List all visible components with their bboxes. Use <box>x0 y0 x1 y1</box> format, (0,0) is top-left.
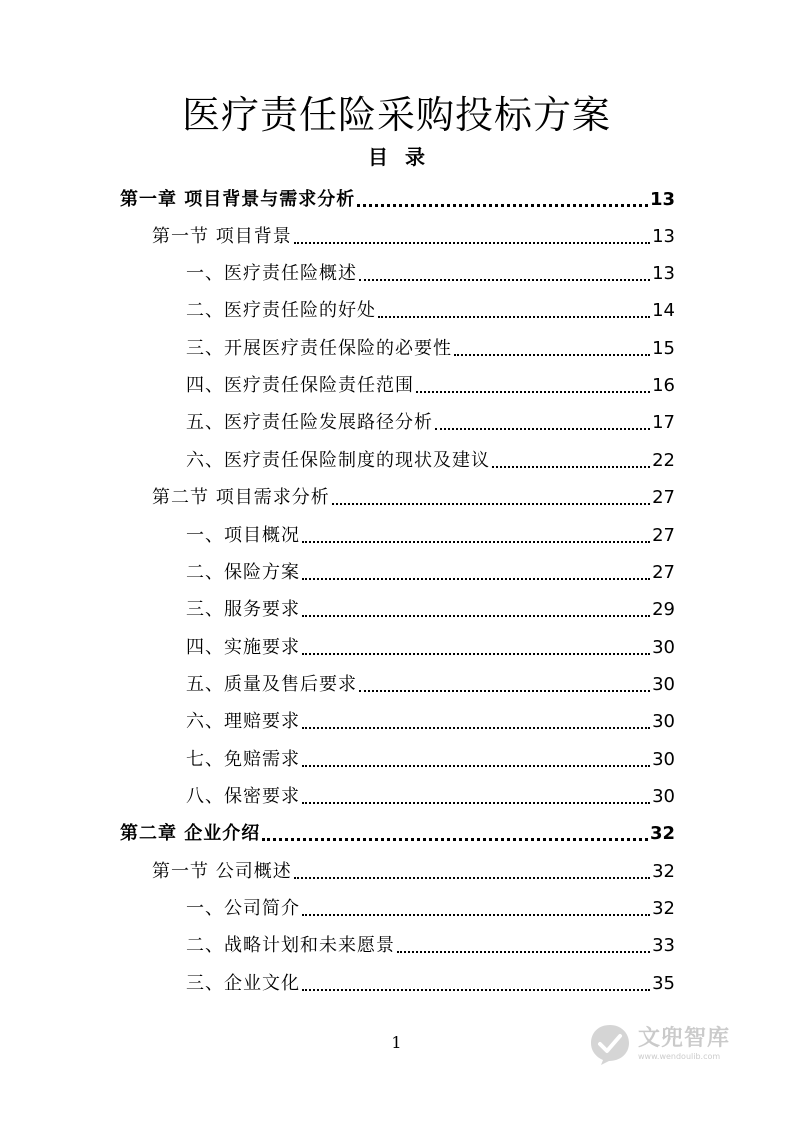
toc-label: 一、公司简介 <box>186 898 300 919</box>
toc-entry[interactable] <box>152 475 675 509</box>
toc-entry[interactable] <box>186 587 675 621</box>
toc-label: 第二章 企业介绍 <box>120 823 261 844</box>
toc-label: 三、服务要求 <box>186 599 300 620</box>
leader-dots <box>302 801 650 804</box>
toc-heading: 目 录 <box>368 145 425 169</box>
toc-page: 32 <box>649 823 675 844</box>
toc-entry[interactable] <box>186 923 675 957</box>
toc-entry[interactable] <box>186 438 675 472</box>
toc-label: 六、医疗责任保险制度的现状及建议 <box>186 450 490 471</box>
toc-page: 32 <box>652 861 675 882</box>
toc-label: 三、企业文化 <box>186 973 300 994</box>
toc-entry[interactable] <box>186 550 675 584</box>
leader-dots <box>359 689 650 692</box>
toc-page: 35 <box>652 973 675 994</box>
watermark-url: www.wendoulib.com <box>638 1052 721 1061</box>
leader-dots <box>302 652 650 655</box>
toc-entry[interactable] <box>186 326 675 360</box>
page-number: 1 <box>391 1033 402 1052</box>
toc-page: 33 <box>652 935 675 956</box>
toc-entry[interactable] <box>152 214 675 248</box>
toc-label: 五、质量及售后要求 <box>186 674 357 695</box>
toc-page: 32 <box>652 898 675 919</box>
toc-entry[interactable] <box>186 363 675 397</box>
leader-dots <box>302 577 650 580</box>
toc-page: 30 <box>652 711 675 732</box>
toc-label: 第一章 项目背景与需求分析 <box>120 189 356 210</box>
leader-dots <box>357 203 648 207</box>
toc-label: 七、免赔需求 <box>186 749 300 770</box>
leader-dots <box>302 726 650 729</box>
toc-label: 六、理赔要求 <box>186 711 300 732</box>
toc-page: 13 <box>652 263 675 284</box>
toc-page: 16 <box>652 375 675 396</box>
toc-label: 四、实施要求 <box>186 637 300 658</box>
toc-page: 27 <box>652 487 675 508</box>
toc-label: 四、医疗责任保险责任范围 <box>186 375 414 396</box>
leader-dots <box>454 353 650 356</box>
leader-dots <box>302 764 650 767</box>
toc-label: 二、保险方案 <box>186 562 300 583</box>
toc-page: 29 <box>652 599 675 620</box>
toc-entry[interactable] <box>186 961 675 995</box>
toc-page: 17 <box>652 412 675 433</box>
toc-page: 30 <box>652 786 675 807</box>
leader-dots <box>294 876 650 879</box>
toc-page: 13 <box>652 226 675 247</box>
toc-entry[interactable] <box>186 737 675 771</box>
toc-page: 22 <box>652 450 675 471</box>
toc-page: 30 <box>652 637 675 658</box>
toc-entry[interactable] <box>186 288 675 322</box>
toc-page: 30 <box>652 749 675 770</box>
toc-entry[interactable] <box>186 625 675 659</box>
toc-label: 八、保密要求 <box>186 786 300 807</box>
toc-page: 13 <box>649 189 675 210</box>
leader-dots <box>302 913 650 916</box>
toc-entry[interactable] <box>186 400 675 434</box>
toc-label: 二、战略计划和未来愿景 <box>186 935 395 956</box>
toc-label: 五、医疗责任险发展路径分析 <box>186 412 433 433</box>
leader-dots <box>416 390 650 393</box>
toc-page: 15 <box>652 338 675 359</box>
leader-dots <box>262 837 648 841</box>
toc-label: 第一节 公司概述 <box>152 861 292 882</box>
leader-dots <box>302 540 650 543</box>
toc-label: 一、项目概况 <box>186 525 300 546</box>
watermark-logo-icon <box>588 1022 632 1066</box>
leader-dots <box>302 988 650 991</box>
toc-page: 14 <box>652 300 675 321</box>
toc-entry[interactable] <box>186 251 675 285</box>
leader-dots <box>397 950 650 953</box>
leader-dots <box>435 427 650 430</box>
toc-page: 27 <box>652 525 675 546</box>
toc-page: 30 <box>652 674 675 695</box>
toc-label: 三、开展医疗责任保险的必要性 <box>186 338 452 359</box>
leader-dots <box>302 614 650 617</box>
toc-label: 一、医疗责任险概述 <box>186 263 357 284</box>
leader-dots <box>359 278 650 281</box>
toc-label: 第一节 项目背景 <box>152 226 292 247</box>
toc-entry[interactable] <box>152 849 675 883</box>
document-title: 医疗责任险采购投标方案 <box>181 93 611 137</box>
leader-dots <box>294 241 650 244</box>
toc-label: 二、医疗责任险的好处 <box>186 300 376 321</box>
leader-dots <box>378 315 650 318</box>
leader-dots <box>492 465 650 468</box>
toc-entry[interactable] <box>186 774 675 808</box>
toc-entry[interactable] <box>186 662 675 696</box>
toc-label: 第二节 项目需求分析 <box>152 487 330 508</box>
watermark <box>588 1016 758 1072</box>
toc-page: 27 <box>652 562 675 583</box>
toc-entry[interactable] <box>186 513 675 547</box>
toc-entry[interactable] <box>120 811 675 845</box>
toc-entry[interactable] <box>186 886 675 920</box>
leader-dots <box>332 502 650 505</box>
toc-entry[interactable] <box>120 177 675 211</box>
toc-entry[interactable] <box>186 699 675 733</box>
watermark-name: 文兜智库 <box>638 1026 731 1051</box>
